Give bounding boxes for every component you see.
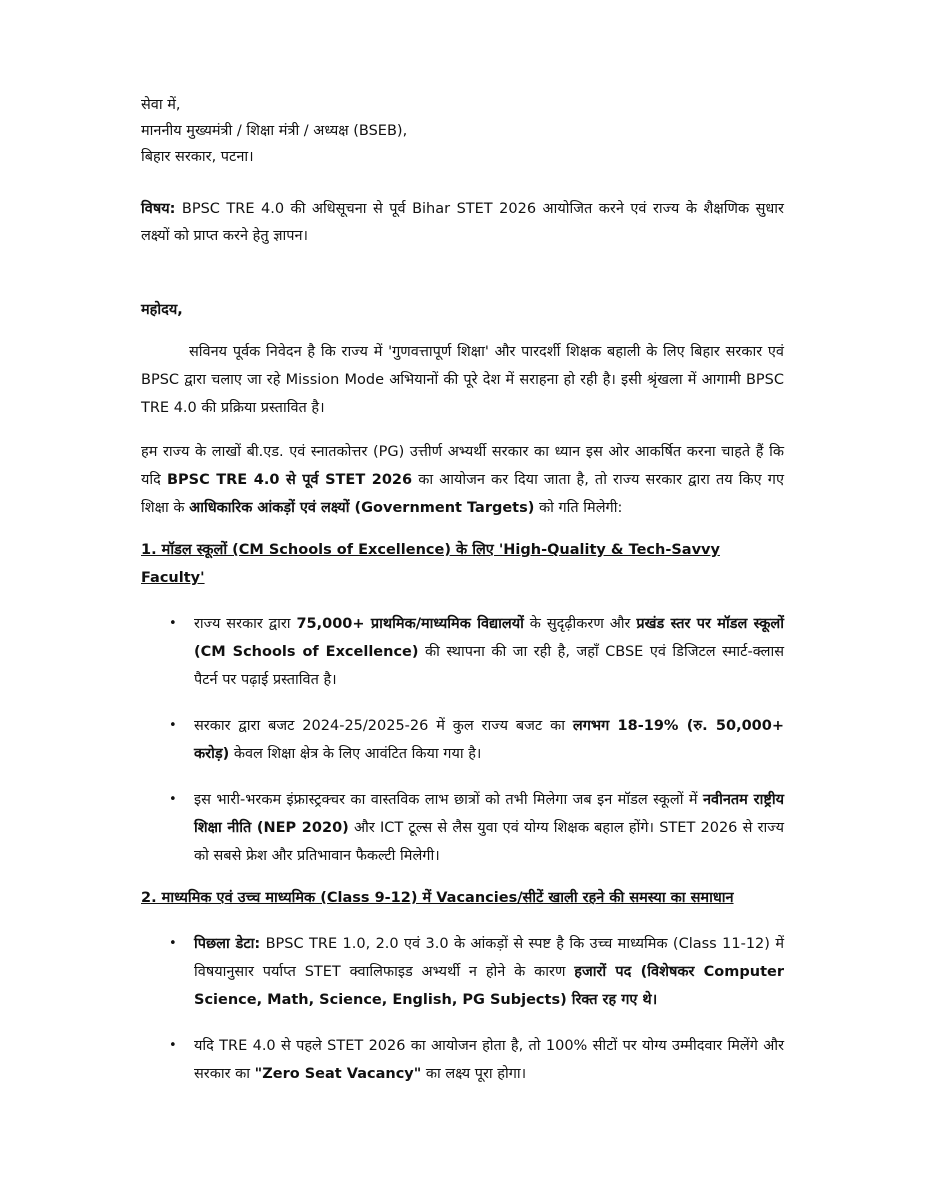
section-2-bullet-1 xyxy=(141,930,784,1014)
section-2-heading: 2. माध्यमिक एवं उच्च माध्यमिक (Class 9-12) में Vacancies/सीटें खाली रहने की समस्या का समाधान xyxy=(141,890,734,906)
bullet-bold: हजारों पद (विशेषकर Computer Science, Math, Science, English, PG Subjects) रिक्त रह गए थे। xyxy=(194,964,784,1008)
address-line-3: बिहार सरकार, पटना। xyxy=(141,149,254,165)
bullet-text: और ICT टूल्स से लैस युवा एवं योग्य शिक्षक बहाल होंगे। STET 2026 से राज्य को सबसे फ्रेश और प्रतिभावान फैकल्टी मिलेगी। xyxy=(194,820,784,864)
section-1-list xyxy=(141,610,784,870)
bullet-text: यदि TRE 4.0 से पहले STET 2026 का आयोजन होता है, तो 100% सीटों पर योग्य उम्मीदवार मिलेंगे और सरकार का xyxy=(194,1038,784,1082)
subject-label: विषय: xyxy=(141,201,176,217)
intro-paragraph: सविनय पूर्वक निवेदन है कि राज्य में 'गुणवत्तापूर्ण शिक्षा' और पारदर्शी शिक्षक बहाली के लिए बिहार सरकार एवं BPSC द्वारा चलाए जा रहे Mission Mode अभियानों की पूरे देश में सराहना हो रही है। इसी श्रृंखला में आगामी BPSC TRE 4.0 की प्रक्रिया प्रस्तावित है। xyxy=(141,344,784,416)
section-1-bullet-2 xyxy=(141,712,784,768)
section-1-bullet-3 xyxy=(141,786,784,870)
bullet-bold: पिछला डेटा: xyxy=(194,936,261,952)
bullet-icon: • xyxy=(169,1038,177,1053)
subject-text: BPSC TRE 4.0 की अधिसूचना से पूर्व Bihar STET 2026 आयोजित करने एवं राज्य के शैक्षणिक सुधार लक्ष्यों को प्राप्त करने हेतु ज्ञापन। xyxy=(141,201,784,244)
bullet-text: के सुदृढ़ीकरण और xyxy=(523,616,637,632)
bullet-bold: लगभग 18-19% (रु. 50,000+ करोड़) xyxy=(194,718,784,762)
section-1-bullet-1 xyxy=(141,610,784,694)
subject-line xyxy=(141,196,784,250)
request-bold-2: आधिकारिक आंकड़ों एवं लक्ष्यों (Government Targets) xyxy=(189,500,535,516)
bullet-bold: "Zero Seat Vacancy" xyxy=(254,1066,422,1082)
bullet-bold: 75,000+ प्राथमिक/माध्यमिक विद्यालयों xyxy=(296,616,524,632)
request-text-2: का आयोजन कर दिया जाता है, तो राज्य सरकार द्वारा तय किए गए शिक्षा के xyxy=(141,472,784,516)
bullet-text: सरकार द्वारा बजट 2024-25/2025-26 में कुल राज्य बजट का xyxy=(194,718,573,734)
request-text-3: को गति मिलेगी: xyxy=(534,500,623,516)
salutation: महोदय, xyxy=(141,302,183,318)
address-line-1: सेवा में, xyxy=(141,97,181,113)
bullet-text: का लक्ष्य पूरा होगा। xyxy=(421,1066,527,1082)
bullet-text: BPSC TRE 1.0, 2.0 एवं 3.0 के आंकड़ों से स्पष्ट है कि उच्च माध्यमिक (Class 11-12) में विषयानुसार पर्याप्त STET क्वालिफाइड अभ्यर्थी न होने के कारण xyxy=(194,936,784,980)
section-2-list xyxy=(141,930,784,1088)
request-text-1: हम राज्य के लाखों बी.एड. एवं स्नातकोत्तर (PG) उत्तीर्ण अभ्यर्थी सरकार का ध्यान इस ओर आकर्षित करना चाहते हैं कि यदि xyxy=(141,444,784,488)
bullet-bold: प्रखंड स्तर पर मॉडल स्कूलों (CM Schools of Excellence) xyxy=(194,616,784,660)
request-paragraph xyxy=(141,438,784,522)
bullet-text: इस भारी-भरकम इंफ्रास्ट्रक्चर का वास्तविक लाभ छात्रों को तभी मिलेगा जब इन मॉडल स्कूलों में xyxy=(194,792,703,808)
bullet-icon: • xyxy=(169,718,177,733)
section-1-heading: 1. मॉडल स्कूलों (CM Schools of Excellence) के लिए 'High-Quality & Tech-Savvy Faculty' xyxy=(141,542,720,586)
request-bold-1: BPSC TRE 4.0 से पूर्व STET 2026 xyxy=(166,472,413,488)
bullet-icon: • xyxy=(169,616,177,631)
bullet-text: राज्य सरकार द्वारा xyxy=(194,616,297,632)
bullet-icon: • xyxy=(169,936,177,951)
bullet-icon: • xyxy=(169,792,177,807)
bullet-bold: नवीनतम राष्ट्रीय शिक्षा नीति (NEP 2020) xyxy=(194,792,784,836)
address-line-2: माननीय मुख्यमंत्री / शिक्षा मंत्री / अध्यक्ष (BSEB), xyxy=(141,123,408,139)
recipient-address xyxy=(141,92,784,170)
bullet-text: की स्थापना की जा रही है, जहाँ CBSE एवं डिजिटल स्मार्ट-क्लास पैटर्न पर पढ़ाई प्रस्तावित है। xyxy=(194,644,784,688)
section-2-bullet-2 xyxy=(141,1032,784,1088)
bullet-text: केवल शिक्षा क्षेत्र के लिए आवंटित किया गया है। xyxy=(229,746,482,762)
